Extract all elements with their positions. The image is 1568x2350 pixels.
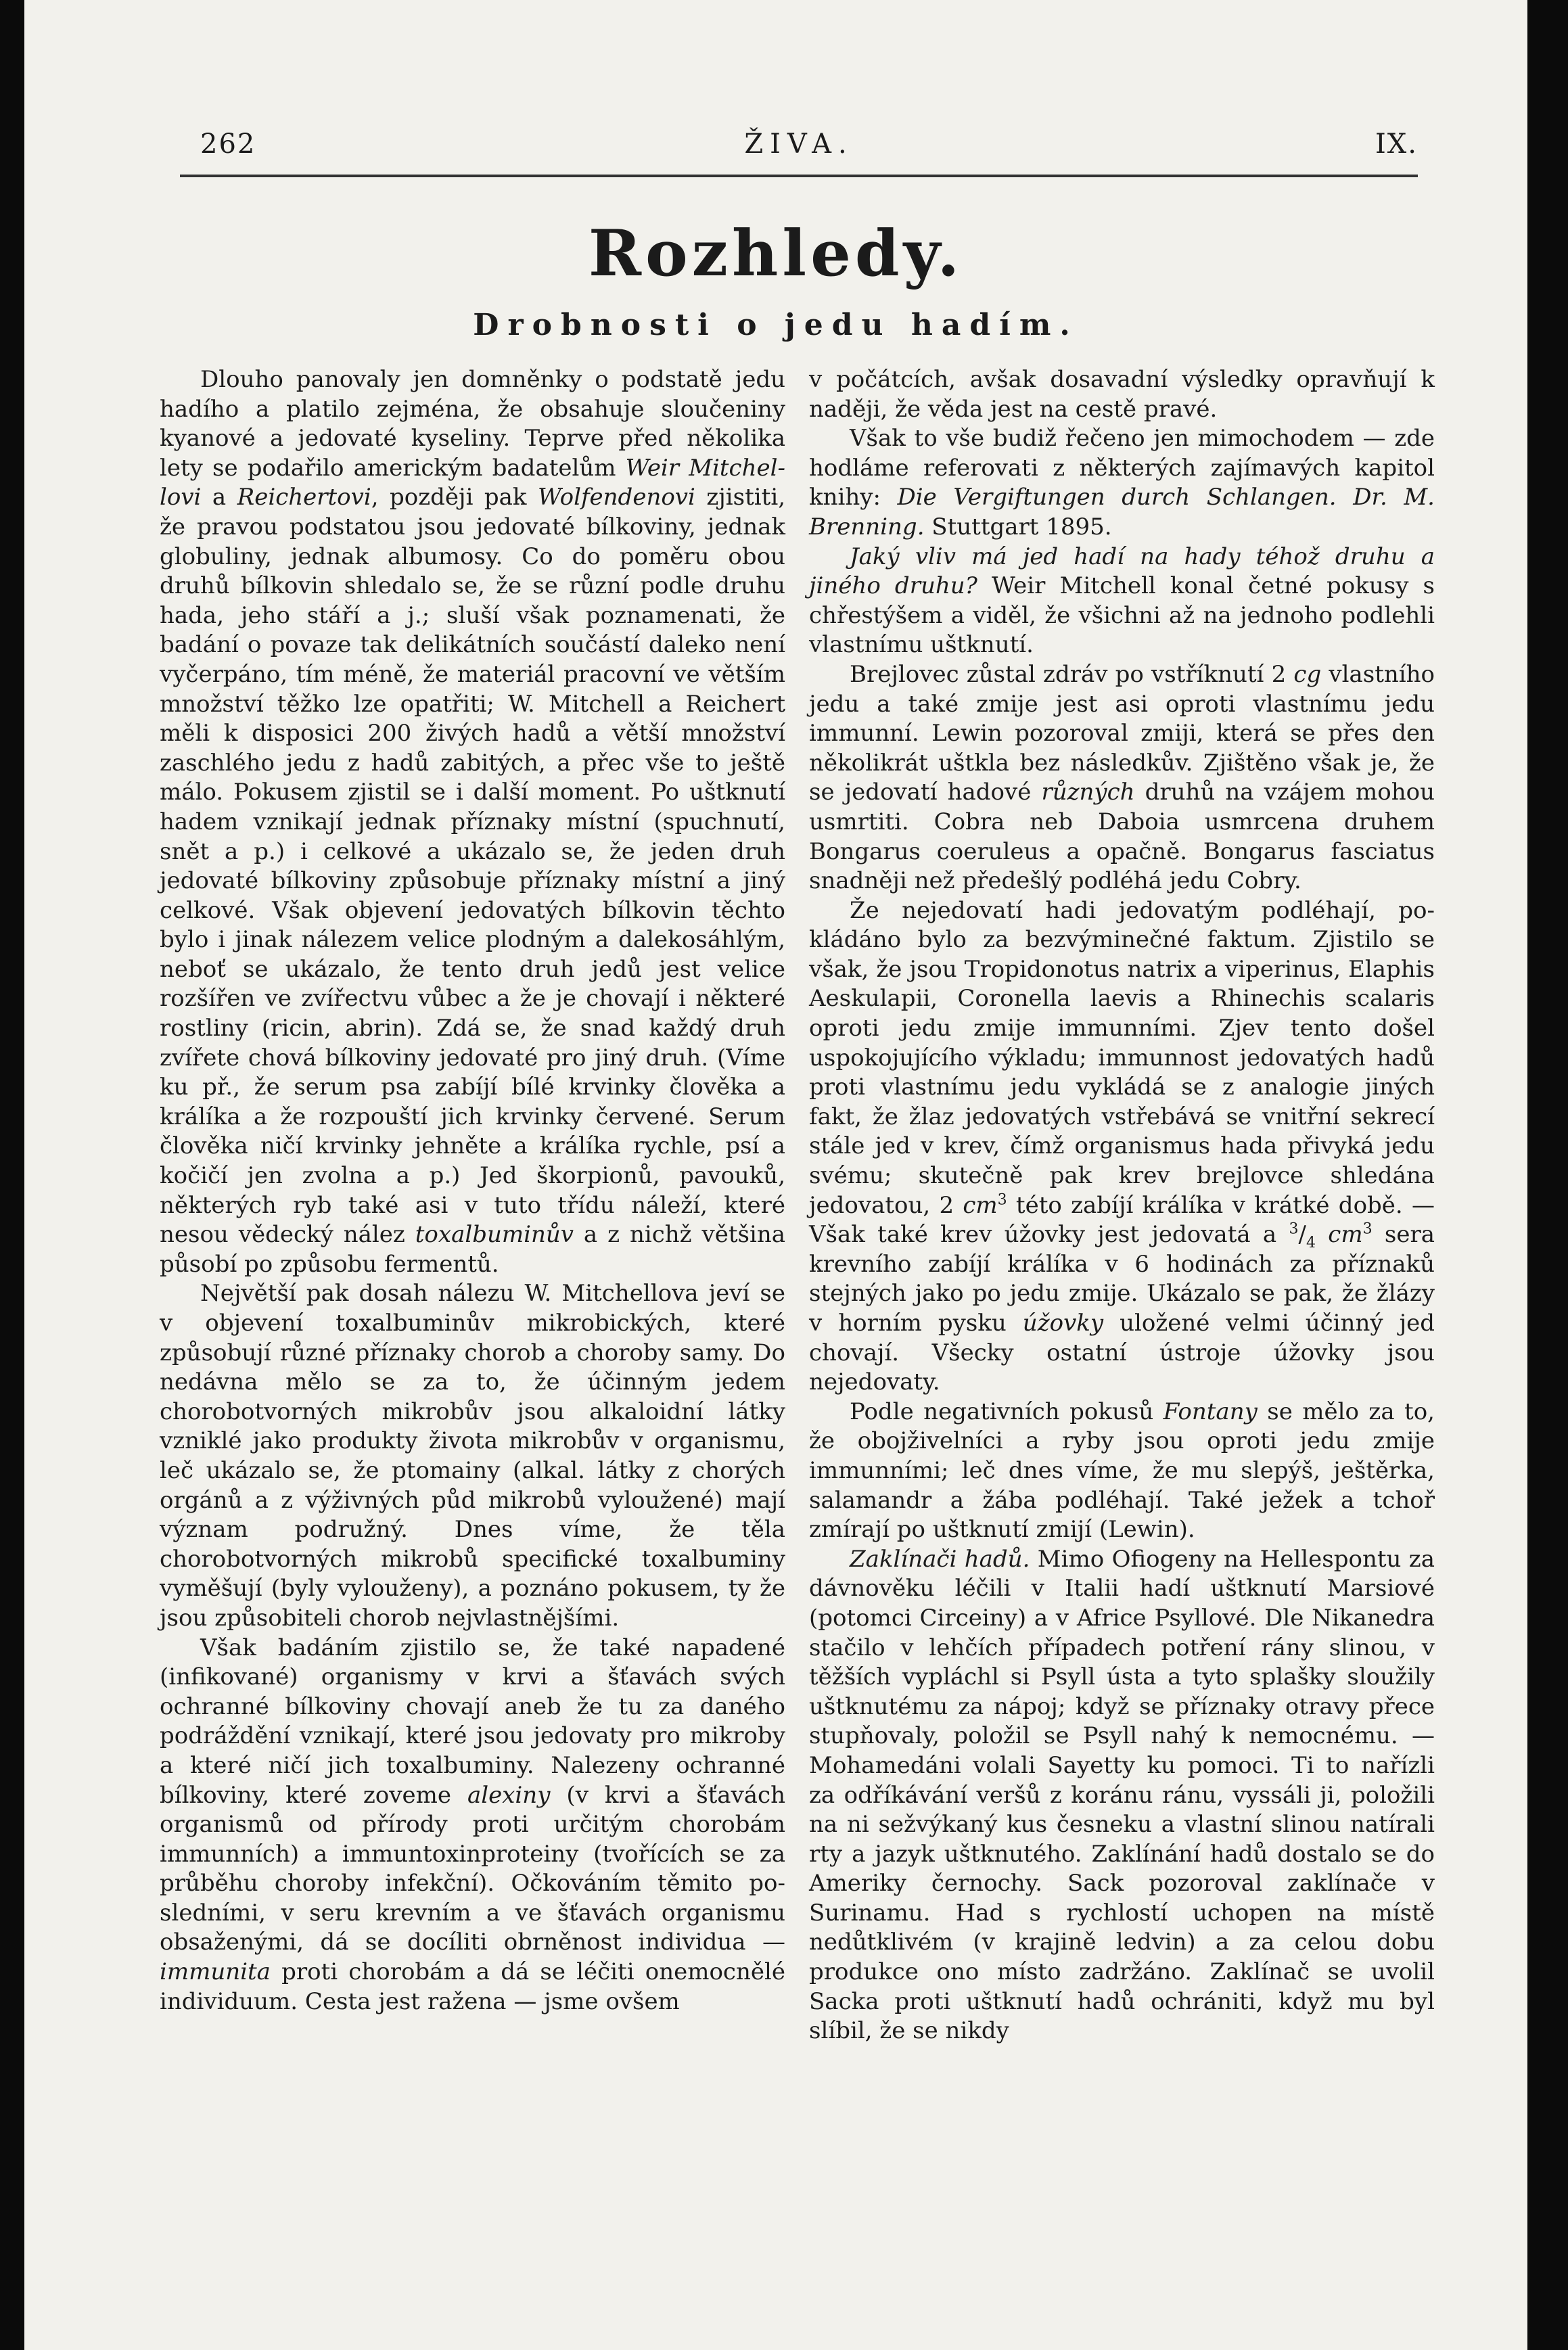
running-header: [180, 129, 1418, 169]
header-rule: [180, 175, 1418, 177]
paragraph: v počátcích, avšak dosavadní výsledky opravňují k naději, že věda jest na cestě pravé.: [809, 366, 1435, 423]
paragraph: Dlouho panovaly jen domněnky o podstatě jedu hadího a platilo zejména, že obsahuje sloučeniny kyanové a jedovaté kyseliny. Teprve před několika lety se podařilo americkým badatelům Weir Mitchellovi a Reichertovi, později pak Wolfendenovi zjistiti, že pravou podstatou jsou jedovaté bílkoviny, jednak globuliny, jednak albumosy. Co do poměru obou druhů bílkovin shledalo se, že se různí podle druhu hada, jeho stáří a j.; sluší však poznamenati, že badání o povaze tak delikátních součástí daleko není vyčerpáno, tím méně, že materiál pracovní ve větším množství těžko lze opatřiti; W. Mitchell a Reichert měli k disposici 200 živých hadů a větší množství zaschlého jedu z hadů zabitých, a přec vše to ještě málo. Pokusem zjistil se i další moment. Po uštknutí hadem vznikají jednak příznaky místní (spuchnutí, snět a p.) i celkové a ukázalo se, že jeden druh jedovaté bílkoviny způsobuje příznaky místní a jiný celkové. Však objevení jedovatých bílkovin těchto bylo i jinak nálezem velice plodným a dalekosáhlým, neboť se ukázalo, že tento druh jedů jest velice rozšířen ve zvířectvu vůbec a že je chovají i některé rostliny (ricin, abrin). Zdá se, že snad každý druh zvířete chová bílkoviny jedovaté pro jiný druh. (Víme ku př., že serum psa zabíjí bílé krvinky člověka a králíka a že rozpouští jich krvinky červené. Serum člověka ničí krvinky jehněte a králíka rychle, psí a kočičí jen zvolna a p.) Jed škorpionů, pavouků, některých ryb také asi v tuto třídu náleží, které nesou vědecký nález toxalbuminův a z nichž většina působí po způsobu fermentů.: [160, 366, 785, 1278]
paragraph: Největší pak dosah nálezu W. Mitchellova jeví se v objevení toxalbuminův mikrobických, které způsobují různé příznaky chorob a choroby samy. Do nedávna mělo se za to, že účinným jedem chorobotvorných mikrobův jsou alkaloidní látky vzniklé jako produkty života mikrobův v organismu, leč ukázalo se, že ptomainy (alkal. látky z chorých orgánů a z výživných půd mikrobů vyloužené) mají význam podružný. Dnes víme, že těla chorobotvorných mikrobů specifické toxalbuminy vyměšují (byly vylouženy), a poznáno pokusem, ty že jsou způsobiteli chorob nejvlastnějšími.: [160, 1280, 785, 1632]
page-number: 262: [200, 129, 256, 160]
paragraph: Zaklínači hadů. Mimo Ofiogeny na Hellespontu za dávnověku léčili v Italii hadí uštknutí Marsiové (potomci Circeiny) a v Africe Psyllové. Dle Nikanedra stačilo v lehčích případech potření rány slinou, v těžších vypláchl si Psyll ústa a tyto splašky sloužily uštknutému za nápoj; když se příznaky otravy přece stupňovaly, položil se Psyll nahý k nemocnému. — Mohamedáni volali Sayetty ku pomoci. Ti to nařízli za odříkávání veršů z koránu ránu, vyssáli ji, položili na ni sežvýkaný kus česneku a vlastní slinou natírali rty a jazyk uštknutého. Zaklínání hadů dostalo se do Ameriky černochy. Sack pozoroval zaklínače v Surinamu. Had s rychlostí uchopen na místě nedůtklivém (v krajině ledvin) a za celou dobu produkce ono místo zadržáno. Zaklínač se uvolil Sacka proti uštknutí hadů ochrániti, když mu byl slíbil, že se nikdy: [809, 1545, 1435, 2045]
paragraph: Jaký vliv má jed hadí na hady téhož druhu a jiného druhu? Weir Mitchell konal četné pokusy s chřestýšem a viděl, že všichni až na jednoho podlehli vlastnímu uštknutí.: [809, 543, 1435, 659]
paragraph: Že nejedovatí hadi jedovatým podléhají, pokládáno bylo za bezvýminečné faktum. Zjistilo se však, že jsou Tropidonotus natrix a viperinus, Elaphis Aeskulapii, Coronella laevis a Rhinechis scalaris oproti jedu zmije immunními. Zjev tento došel uspokojujícího výkladu; immunnost jedovatých hadů proti vlastnímu jedu vykládá se z analogie jiných fakt, že žlaz jedovatých vstřebává se vnitřní sekrecí stále jed v krev, čímž organismus hada přivyká jedu svému; skutečně pak krev brejlovce shledána jedovatou, 2 $cm^3$ této zabíjí králíka v krátké době. — Však také krev úžovky jest jedovatá a $^3/_4$ $cm^3$ sera krevního zabíjí králíka v 6 hodinách za příznaků stejných jako po jedu zmije. Ukázalo se pak, že žlázy v horním pysku úžovky uložené velmi účinný jed chovají. Všecky ostatní ústroje úžovky jsou nejedovaty.: [809, 896, 1435, 1396]
volume-number: IX.: [1375, 129, 1418, 160]
journal-page: [24, 0, 1527, 2350]
paragraph: Podle negativních pokusů Fontany se mělo za to, že obojživelníci a ryby jsou oproti jedu zmije immunními; leč dnes víme, že mu slepýš, ještěrka, salamandr a žába podléhají. Také ježek a tchoř zmírají po uštknutí zmijí (Lewin).: [809, 1398, 1435, 1544]
right-column: [809, 365, 1435, 2046]
paragraph: Však to vše budiž řečeno jen mimochodem — zde hodláme referovati z některých zajímavých kapitol knihy: Die Vergiftungen durch Schlangen. Dr. M. Brenning. Stuttgart 1895.: [809, 425, 1435, 540]
paragraph: Brejlovec zůstal zdráv po vstříknutí 2 cg vlastního jedu a také zmije jest asi oproti vlastnímu jedu immunní. Lewin pozoroval zmiji, která se přes den několikrát uštkla bez následkův. Zjištěno však je, že se jedovatí hadové různých druhů na vzájem mohou usmrtiti. Cobra neb Daboia usmrcena druhem Bongarus coeruleus a opačně. Bongarus fasciatus snadněji než předešlý podléhá jedu Cobry.: [809, 660, 1435, 895]
paragraph: Však badáním zjistilo se, že také napadené (infikované) organismy v krvi a šťavách svých ochranné bílkoviny chovají aneb že tu za daného podráždění vznikají, které jsou jedovaty pro mikroby a které ničí jich toxalbuminy. Nalezeny ochranné bílkoviny, které zoveme alexiny (v krvi a šťavách organismů od přírody proti určitým chorobám immunních) a immuntoxinproteiny (tvořících se za průběhu choroby infekční). Očkováním těmito posledními, v seru krevním a ve šťavách organismu obsaženými, dá se docíliti obrněnost individua — immunita proti chorobám a dá se léčiti onemocnělé individuum. Cesta jest ražena — jsme ovšem: [160, 1634, 785, 2015]
left-column: [160, 365, 785, 2017]
journal-title: ŽIVA.: [744, 129, 854, 160]
article-subtitle: Drobnosti o jedu hadím.: [473, 308, 1079, 342]
section-title: Rozhledy.: [588, 216, 964, 291]
